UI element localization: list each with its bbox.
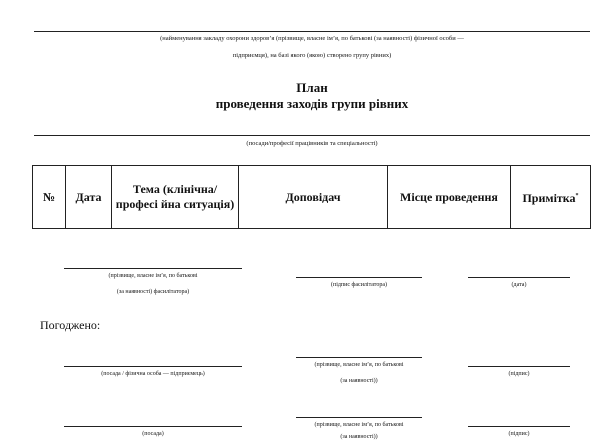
approver-name-line [296, 357, 422, 358]
col-topic: Тема (клінічна/професі йна ситуація) [112, 166, 239, 229]
facilitator-name-line [64, 268, 242, 269]
approver-position-line [64, 366, 242, 367]
col-note: Примітка* [511, 166, 591, 229]
second-signature-caption: (підпис) [508, 431, 530, 437]
agreed-label: Погоджено: [40, 318, 101, 332]
second-position-caption: (посада) [142, 431, 164, 437]
page-title-line2: проведення заходів групи рівних [215, 96, 409, 111]
facilitator-signature-line [296, 277, 422, 278]
col-number: № [33, 166, 66, 229]
col-place: Місце проведення [388, 166, 511, 229]
approver-name-caption-line1: (прізвище, власне ім’я, по батькові [314, 362, 404, 368]
approver-signature-caption: (підпис) [508, 371, 530, 377]
date-line [468, 277, 570, 278]
approver-position-caption: (посада / фізична особа — підприємець) [101, 371, 205, 377]
institution-caption-line2: підприємця), на базі якого (якою) створено групу рівних) [232, 52, 392, 59]
col-date: Дата [66, 166, 112, 229]
positions-line [34, 135, 590, 136]
header-line [34, 31, 590, 32]
second-signature-line [468, 426, 570, 427]
second-position-line [64, 426, 242, 427]
plan-table [32, 165, 591, 229]
note-asterisk: * [575, 192, 579, 199]
approver-name-caption-line2: (за наявності)) [340, 378, 378, 384]
institution-caption-line1: (найменування закладу охорони здоров’я (прізвище, власне ім’я, по батькові (за наявності) фізичної особи — [160, 35, 464, 42]
facilitator-name-caption-line2: (за наявності) фасилітатора) [116, 289, 190, 295]
facilitator-signature-caption: (підпис фасилітатора) [330, 282, 387, 288]
positions-caption: (посади/професії працівників та спеціальності) [246, 140, 378, 147]
table-header-row [33, 166, 591, 229]
facilitator-name-caption-line1: (прізвище, власне ім’я, по батькові [108, 273, 198, 279]
date-caption: (дата) [511, 282, 527, 288]
second-name-caption-line1: (прізвище, власне ім’я, по батькові [314, 422, 404, 428]
second-name-line [296, 417, 422, 418]
col-speaker: Доповідач [239, 166, 388, 229]
second-name-caption-line2: (за наявності)) [340, 434, 378, 440]
approver-signature-line [468, 366, 570, 367]
page-title-line1: План [296, 80, 328, 95]
